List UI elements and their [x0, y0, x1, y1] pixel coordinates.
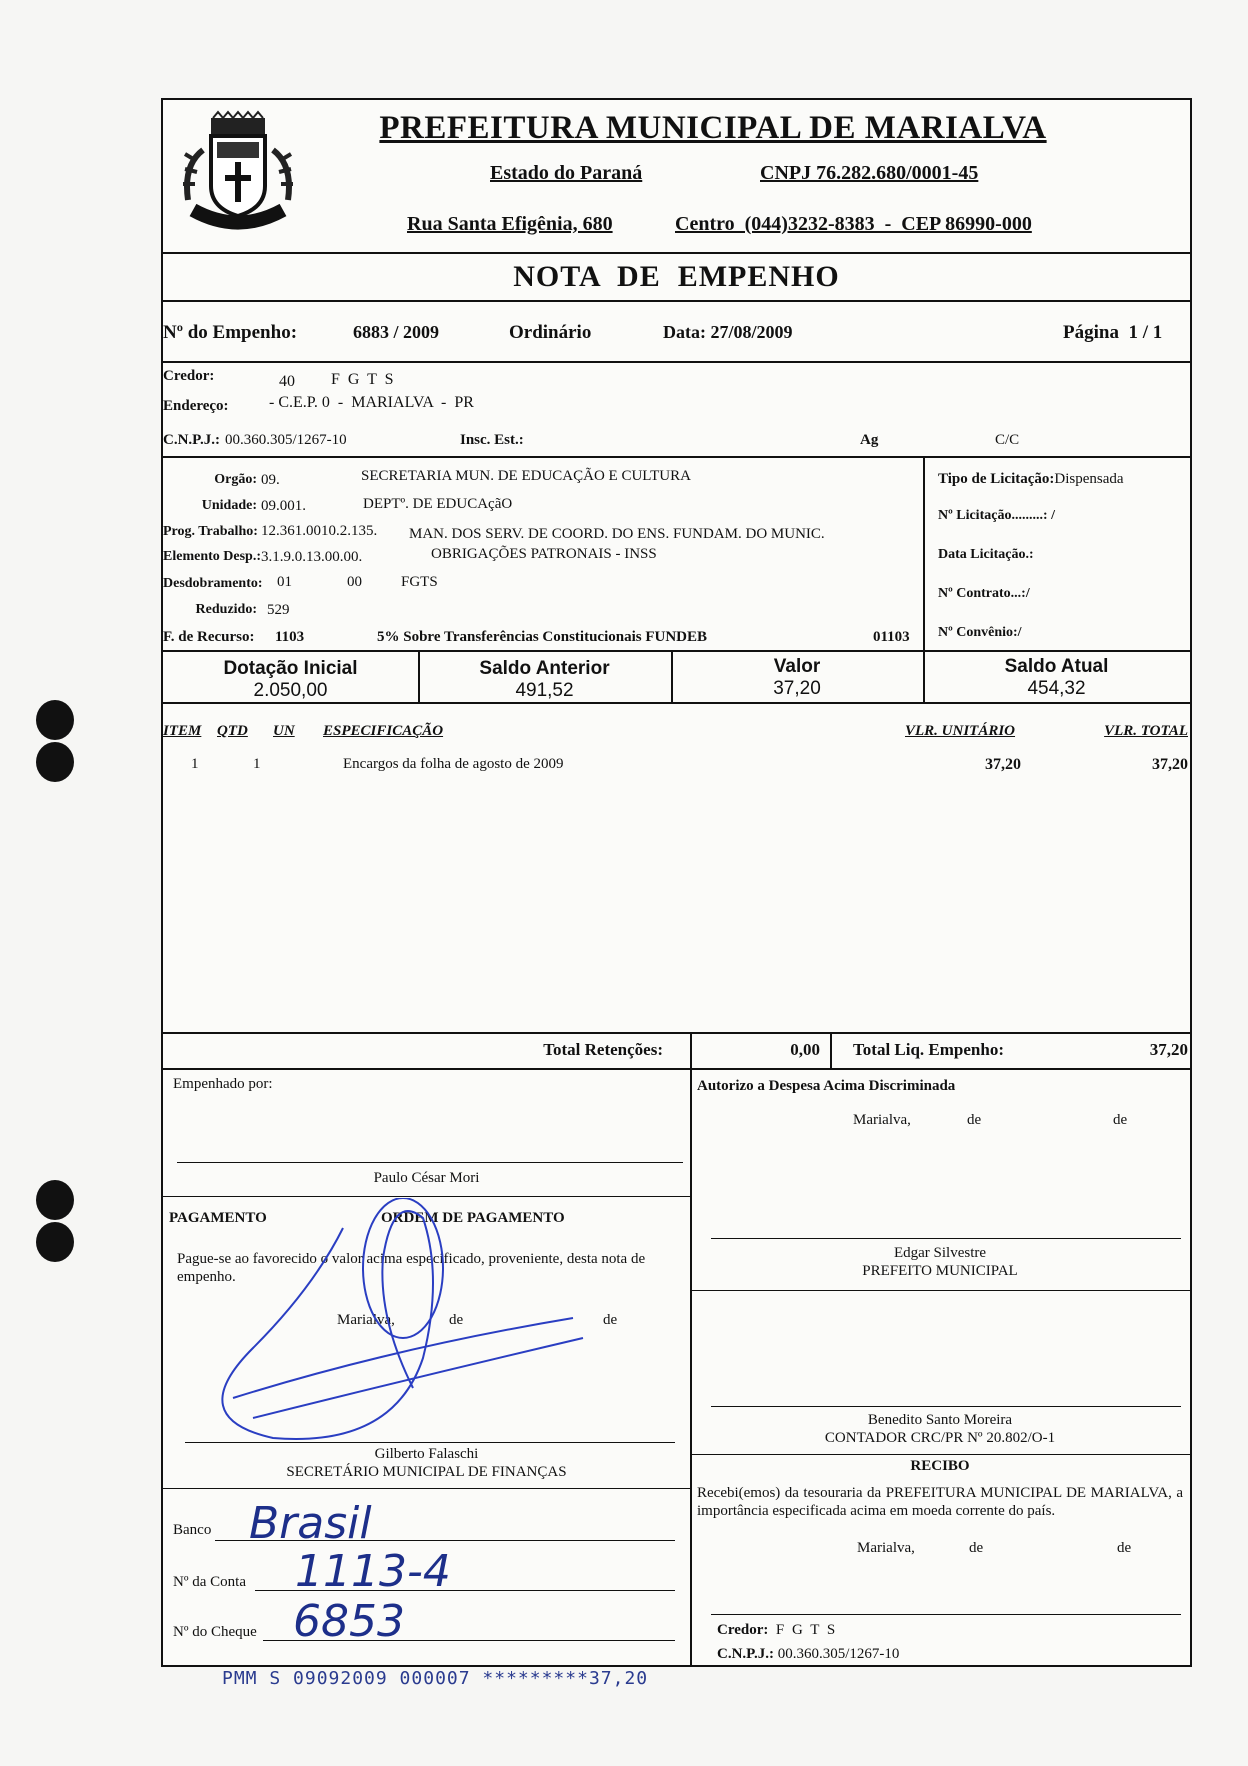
recibo-credor-value: F G T S	[775, 1622, 838, 1638]
banco-label: Banco	[173, 1522, 212, 1538]
municipal-coat-of-arms	[173, 110, 303, 235]
prefeito-name: Edgar Silvestre	[893, 1245, 987, 1261]
page-number: Página 1 / 1	[1063, 322, 1163, 343]
endereco-label: Endereço:	[163, 398, 229, 414]
secretario-title: SECRETÁRIO MUNICIPAL DE FINANÇAS	[286, 1464, 567, 1480]
payment-stamp: PMM S 09092009 000007 *********37,20	[222, 1668, 649, 1689]
orgao-code: 09.	[261, 472, 280, 488]
empenho-date: Data: 27/08/2009	[663, 322, 793, 342]
punch-hole-2	[36, 742, 74, 782]
header-cnpj: CNPJ 76.282.680/0001-45	[760, 162, 979, 184]
saldo-atual-value: 454,32	[1027, 678, 1086, 699]
recurso-ref: 01103	[873, 629, 910, 645]
credor-label: Credor:	[163, 368, 215, 384]
cheque-label: Nº do Cheque	[173, 1624, 257, 1640]
item-unit-value: 37,20	[985, 756, 1021, 773]
col-vlr-total: VLR. TOTAL	[1104, 723, 1188, 739]
elemento-label: Elemento Desp.:	[163, 549, 261, 564]
reduzido-label: Reduzido:	[195, 602, 257, 617]
nota-empenho-form	[161, 98, 1192, 1667]
ordem-pagamento-title: ORDEM DE PAGAMENTO	[381, 1210, 565, 1226]
item-total-value: 37,20	[1152, 756, 1188, 773]
pagamento-city: Marialva,	[337, 1312, 395, 1328]
valor-value: 37,20	[773, 678, 821, 699]
recibo-city: Marialva,	[857, 1540, 915, 1556]
cnpj-label: C.N.P.J.:	[163, 432, 220, 448]
desdobramento-sub: 00	[347, 574, 362, 590]
autorizo-de-1: de	[967, 1112, 982, 1128]
col-qtd: QTD	[217, 723, 248, 739]
col-especificacao: ESPECIFICAÇÃO	[323, 723, 444, 739]
valor-label: Valor	[773, 656, 821, 677]
pagamento-title: PAGAMENTO	[169, 1210, 267, 1226]
document-type: NOTA DE EMPENHO	[513, 260, 840, 293]
recibo-credor	[717, 1622, 837, 1639]
item-qty: 1	[253, 756, 261, 772]
reduzido-value: 529	[267, 602, 290, 618]
secretario-name: Gilberto Falaschi	[374, 1446, 479, 1462]
cheque-handwritten: 6853	[293, 1596, 405, 1647]
col-item: ITEM	[163, 723, 202, 739]
recurso-name: 5% Sobre Transferências Constitucionais FUNDEB	[377, 629, 708, 645]
licitacao-type-value: Dispensada	[1054, 471, 1124, 487]
autorizo-de-2: de	[1113, 1112, 1128, 1128]
recibo-cnpj-label: C.N.P.J.:	[717, 1646, 774, 1662]
prog-name: MAN. DOS SERV. DE COORD. DO ENS. FUNDAM. DO MUNIC.	[409, 526, 825, 542]
empenho-number: 6883 / 2009	[353, 322, 440, 342]
prefeito-title: PREFEITO MUNICIPAL	[862, 1263, 1018, 1279]
state-name: Estado do Paraná	[490, 162, 643, 184]
banco-handwritten: Brasil	[249, 1498, 372, 1549]
page-title: PREFEITURA MUNICIPAL DE MARIALVA	[379, 110, 1047, 146]
punch-hole-1	[36, 700, 74, 740]
autorizo-text: Autorizo a Despesa Acima Discriminada	[697, 1078, 956, 1094]
unidade-name: DEPTº. DE EDUCAçãO	[363, 496, 513, 512]
unidade-code: 09.001.	[261, 498, 306, 514]
desdobramento-code: 01	[277, 574, 292, 590]
recibo-title: RECIBO	[910, 1458, 970, 1474]
item-description: Encargos da folha de agosto de 2009	[343, 756, 564, 772]
liquido-label: Total Liq. Empenho:	[853, 1040, 1004, 1059]
convenio-number: Nº Convênio:/	[938, 625, 1022, 640]
recibo-cnpj	[717, 1646, 899, 1663]
retencoes-label: Total Retenções:	[543, 1040, 663, 1059]
conta-handwritten: 1113-4	[295, 1546, 451, 1597]
item-number: 1	[191, 756, 199, 772]
contrato-number: Nº Contrato...:/	[938, 586, 1030, 601]
conta-label: Nº da Conta	[173, 1574, 246, 1590]
cc-label: C/C	[995, 432, 1020, 448]
pagamento-de-1: de	[449, 1312, 464, 1328]
saldo-anterior-label: Saldo Anterior	[479, 658, 610, 679]
recibo-cnpj-value: 00.360.305/1267-10	[777, 1646, 900, 1662]
recibo-text: Recebi(emos) da tesouraria da PREFEITURA MUNICIPAL DE MARIALVA, a importância especificada acima em moeda corrente do país.	[697, 1485, 1183, 1519]
contador-title: CONTADOR CRC/PR Nº 20.802/O-1	[824, 1430, 1056, 1446]
saldo-anterior-value: 491,52	[515, 680, 574, 701]
pagamento-de-2: de	[603, 1312, 618, 1328]
pagamento-text: Pague-se ao favorecido o valor acima especificado, proveniente, desta nota de empenho.	[177, 1251, 646, 1285]
desdobramento-name: FGTS	[401, 574, 438, 590]
punch-hole-4	[36, 1222, 74, 1262]
punch-hole-3	[36, 1180, 74, 1220]
header-address: Rua Santa Efigênia, 680	[407, 213, 613, 235]
cnpj-value: 00.360.305/1267-10	[225, 432, 347, 448]
contador-name: Benedito Santo Moreira	[867, 1412, 1013, 1428]
col-un: UN	[273, 723, 295, 739]
licitacao-number: Nº Licitação.........: /	[938, 508, 1055, 523]
recibo-credor-label: Credor:	[717, 1622, 769, 1638]
dotacao-label: Dotação Inicial	[223, 658, 358, 679]
handwritten-signature	[193, 1198, 613, 1448]
elemento-code: 3.1.9.0.13.00.00.	[261, 549, 363, 565]
orgao-label: Orgão:	[214, 472, 257, 487]
elemento-name: OBRIGAÇÕES PATRONAIS - INSS	[431, 546, 657, 562]
credor-code: 40	[279, 373, 295, 390]
empenhado-name: Paulo César Mori	[373, 1170, 480, 1186]
desdobramento-label: Desdobramento:	[163, 576, 263, 591]
liquido-value: 37,20	[1149, 1040, 1188, 1059]
recibo-de-1: de	[969, 1540, 984, 1556]
autorizo-city: Marialva,	[853, 1112, 911, 1128]
header-contact: Centro (044)3232-8383 - CEP 86990-000	[675, 213, 1032, 235]
empenhado-label: Empenhado por:	[173, 1076, 273, 1092]
licitacao-type	[938, 471, 1124, 488]
credor-name: F G T S	[331, 371, 396, 388]
unidade-label: Unidade:	[201, 498, 257, 513]
prog-code: 12.361.0010.2.135.	[261, 523, 378, 539]
recurso-label: F. de Recurso:	[163, 629, 255, 645]
endereco-value: - C.E.P. 0 - MARIALVA - PR	[269, 394, 474, 411]
prog-label: Prog. Trabalho:	[163, 524, 258, 539]
col-vlr-unitario: VLR. UNITÁRIO	[905, 723, 1016, 739]
licitacao-type-label: Tipo de Licitação:	[938, 471, 1055, 487]
saldo-atual-label: Saldo Atual	[1004, 656, 1109, 677]
orgao-name: SECRETARIA MUN. DE EDUCAÇÃO E CULTURA	[361, 468, 691, 484]
empenho-type: Ordinário	[509, 322, 592, 343]
empenho-label: Nº do Empenho:	[163, 322, 298, 343]
insc-label: Insc. Est.:	[460, 432, 524, 448]
recurso-code: 1103	[275, 629, 305, 645]
ag-label: Ag	[860, 432, 879, 448]
dotacao-value: 2.050,00	[253, 680, 328, 701]
retencoes-value: 0,00	[790, 1040, 820, 1059]
recibo-de-2: de	[1117, 1540, 1132, 1556]
licitacao-date: Data Licitação.:	[938, 547, 1034, 562]
